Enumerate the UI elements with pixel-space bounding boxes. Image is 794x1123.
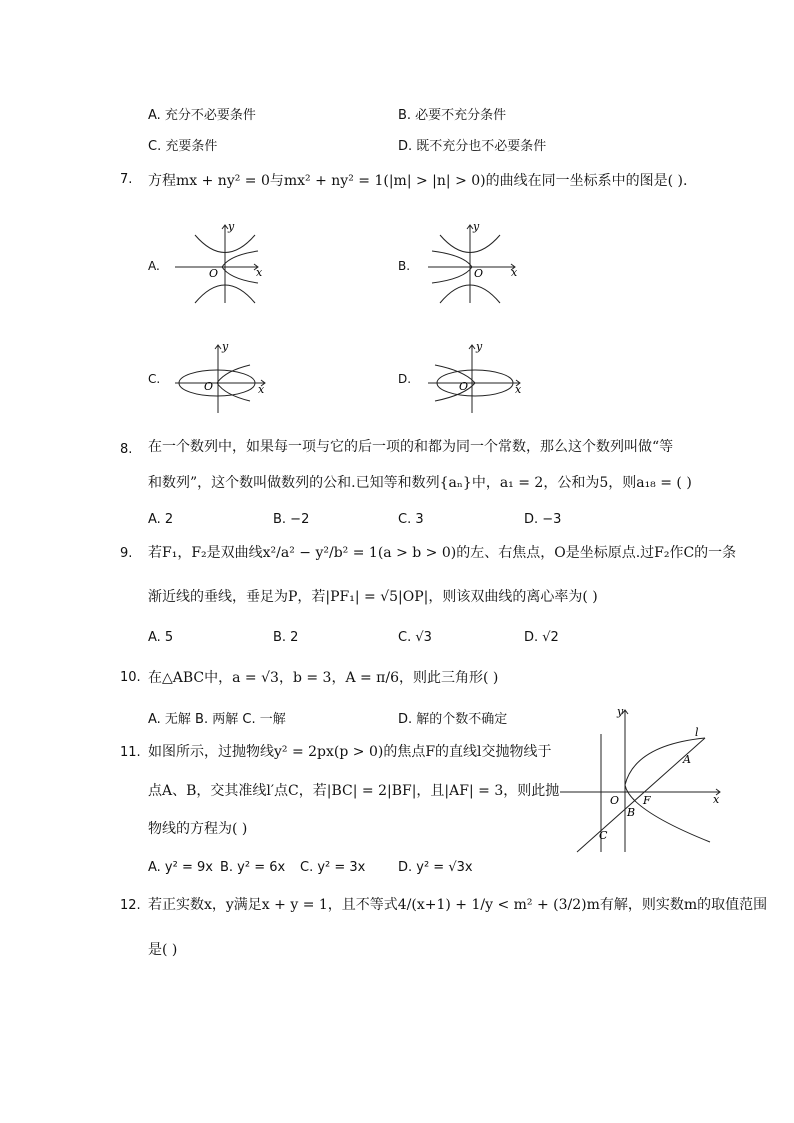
q9-option-c: C. √3 (398, 630, 432, 645)
q7-d-y-label: y (476, 340, 483, 353)
q11-x-label: x (713, 793, 720, 806)
q11-line2: 点A、B，交其准线l′点C，若|BC| = 2|BF|，且|AF| = 3，则此抛 (148, 783, 560, 799)
q11-y-label: y (617, 705, 624, 718)
q10-options-abc: A. 无解 B. 两解 C. 一解 (148, 712, 286, 727)
q11-l-label: l (695, 726, 699, 739)
q7-d-x-label: x (515, 383, 522, 396)
q8-option-c: C. 3 (398, 512, 424, 527)
q9-option-d: D. √2 (524, 630, 559, 645)
q7-label-d: D. (398, 372, 412, 386)
q11-option-b: B. y² = 6x (220, 860, 286, 875)
q7-stem: 方程mx + ny² = 0与mx² + ny² = 1(|m| > |n| > 0)的曲线在同一坐标系中的图是( ). (148, 173, 688, 189)
q11-figure (555, 700, 730, 860)
q11-origin-label: O (610, 794, 620, 807)
q10-number: 10. (120, 670, 141, 685)
q11-point-b-label: B (627, 806, 636, 819)
q7-b-x-label: x (511, 266, 518, 279)
q11-point-a-label: A (683, 753, 691, 766)
q7-figure-b (420, 215, 525, 305)
q11-line1: 如图所示，过抛物线y² = 2px(p > 0)的焦点F的直线l交抛物线于 (148, 744, 552, 760)
q8-option-d: D. −3 (524, 512, 562, 527)
q7-a-origin-label: O (209, 267, 219, 280)
q8-line2: 和数列”，这个数叫做数列的公和.已知等和数列{aₙ}中，a₁ = 2，公和为5，则a₁₈ = ( ) (148, 475, 692, 491)
q8-option-b: B. −2 (273, 512, 310, 527)
q11-point-c-label: C (599, 829, 608, 842)
q10-stem: 在△ABC中，a = √3，b = 3，A = π/6，则此三角形( ) (148, 670, 499, 686)
q9-option-a: A. 5 (148, 630, 174, 645)
q7-b-origin-label: O (474, 267, 484, 280)
q9-option-b: B. 2 (273, 630, 299, 645)
q7-label-a: A. (148, 259, 160, 273)
q11-option-d: D. y² = √3x (398, 860, 473, 875)
q12-number: 12. (120, 898, 141, 913)
q10-option-d: D. 解的个数不确定 (398, 712, 508, 727)
q11-line3: 物线的方程为( ) (148, 821, 248, 837)
q7-d-origin-label: O (459, 380, 469, 393)
q8-line1: 在一个数列中，如果每一项与它的后一项的和都为同一个常数，那么这个数列叫做“等 (148, 439, 674, 455)
q7-c-y-label: y (222, 340, 229, 353)
q7-number: 7. (120, 172, 133, 187)
q11-number: 11. (120, 745, 141, 760)
q7-c-x-label: x (258, 383, 265, 396)
q7-a-y-label: y (228, 220, 235, 233)
q7-figure-d (420, 335, 525, 415)
q9-number: 9. (120, 546, 133, 561)
q7-label-b: B. (398, 259, 411, 273)
q7-label-c: C. (148, 372, 161, 386)
q11-option-a: A. y² = 9x (148, 860, 213, 875)
q7-figure-c (170, 335, 275, 415)
q12-line2: 是( ) (148, 942, 178, 958)
q7-c-origin-label: O (204, 380, 214, 393)
q8-number: 8. (120, 442, 133, 457)
q7-a-x-label: x (256, 266, 263, 279)
q6-option-b: B. 必要不充分条件 (398, 108, 507, 123)
q9-line2: 渐近线的垂线，垂足为P，若|PF₁| = √5|OP|，则该双曲线的离心率为( ) (148, 589, 598, 605)
q8-option-a: A. 2 (148, 512, 174, 527)
q6-option-a: A. 充分不必要条件 (148, 108, 256, 123)
q12-line1: 若正实数x，y满足x + y = 1，且不等式4/(x+1) + 1/y < m² + (3/2)m有解，则实数m的取值范围 (148, 897, 768, 913)
q9-line1: 若F₁，F₂是双曲线x²/a² − y²/b² = 1(a > b > 0)的左、右焦点，O是坐标原点.过F₂作C的一条 (148, 545, 737, 561)
q6-option-d: D. 既不充分也不必要条件 (398, 139, 547, 154)
q11-option-c: C. y² = 3x (300, 860, 366, 875)
q7-b-y-label: y (473, 220, 480, 233)
q7-figure-a (170, 215, 275, 305)
q6-option-c: C. 充要条件 (148, 139, 218, 154)
q11-focus-label: F (643, 794, 651, 807)
